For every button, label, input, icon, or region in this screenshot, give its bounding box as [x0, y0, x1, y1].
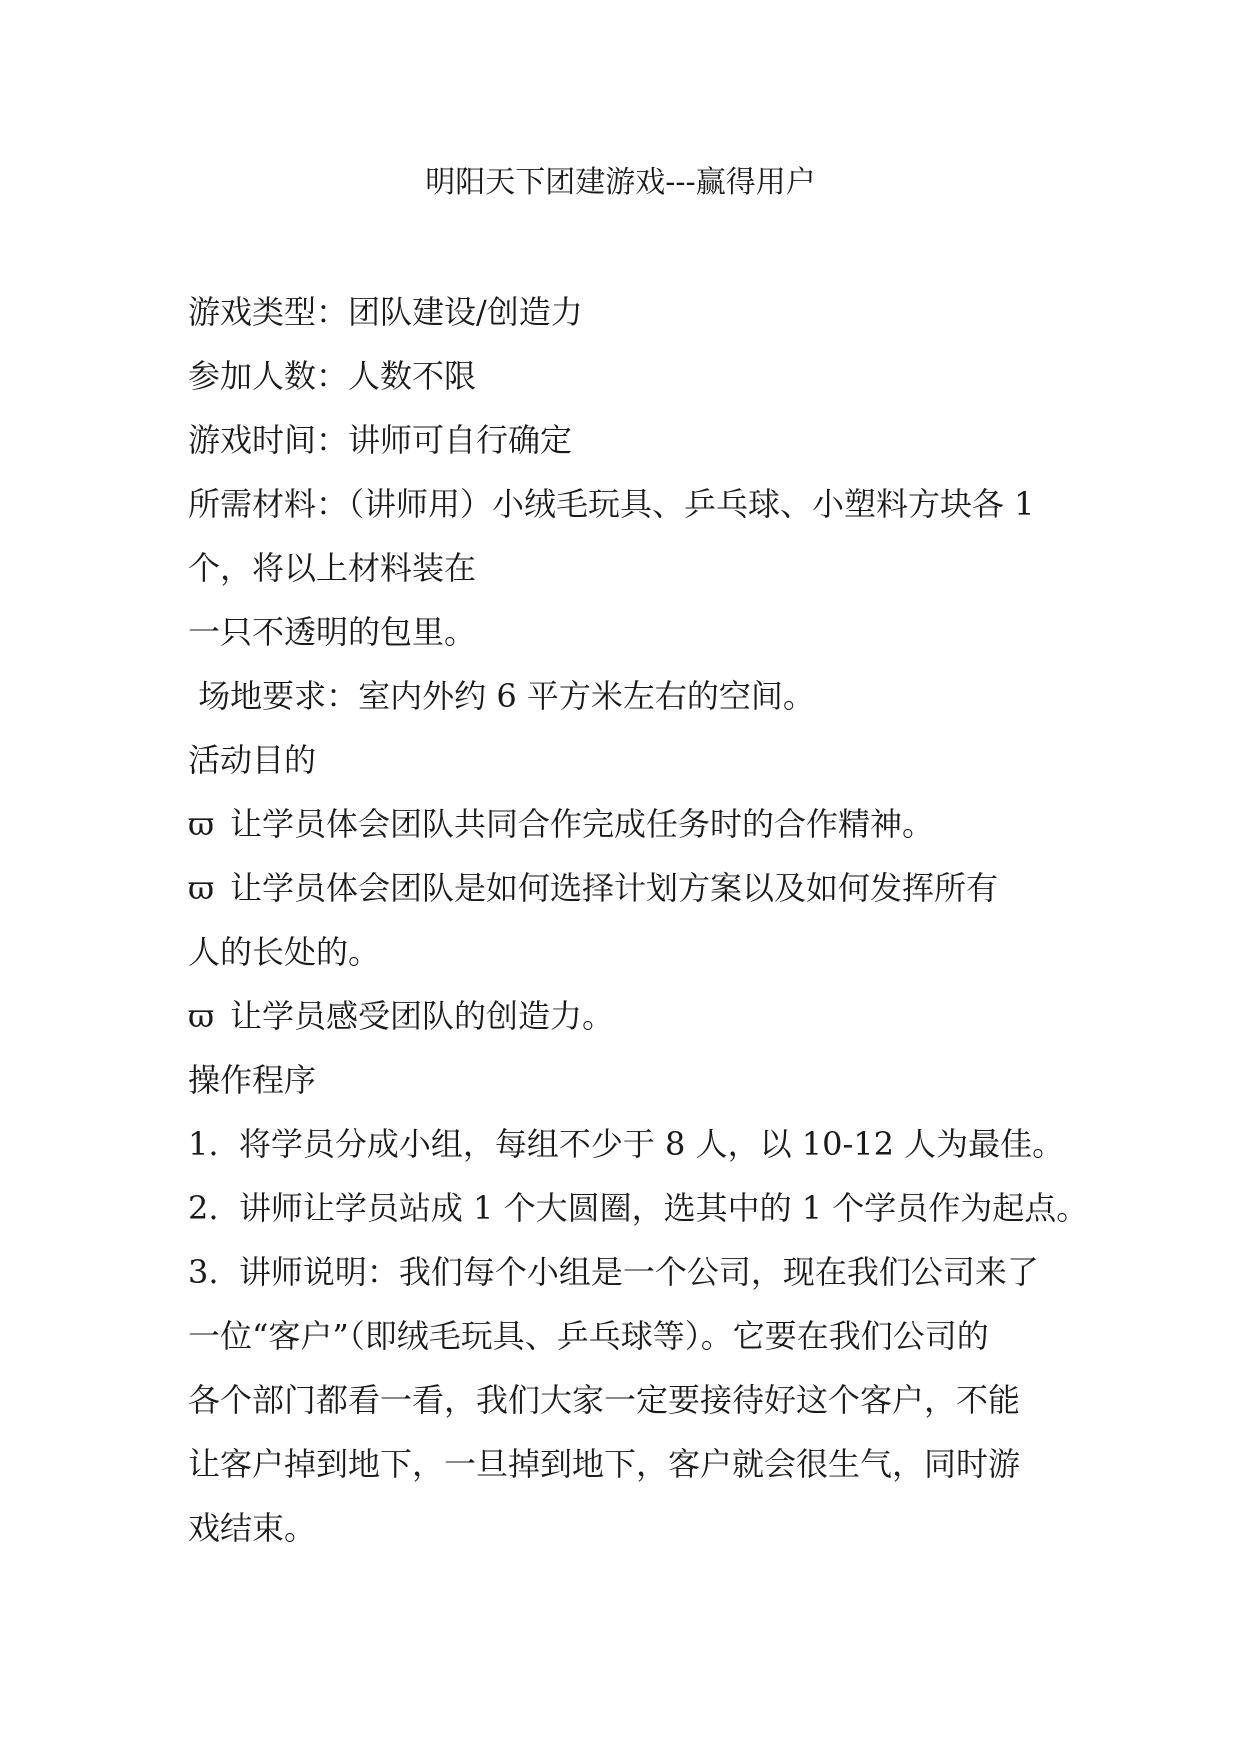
procedure-step-3-continued: 戏结束。	[188, 1509, 317, 1547]
objective-text: 让学员体会团队共同合作完成任务时的合作精神。	[230, 805, 935, 843]
bullet-icon: ϖ	[188, 805, 215, 843]
procedure-step-3-continued: 一位“客户”（即绒毛玩具、乒乓球等）。它要在我们公司的	[188, 1317, 989, 1355]
procedure-step-3-continued: 让客户掉到地下，一旦掉到地下，客户就会很生气，同时游	[188, 1445, 1021, 1483]
procedure-heading: 操作程序	[188, 1061, 317, 1099]
bullet-icon: ϖ	[188, 869, 215, 907]
bullet-icon: ϖ	[188, 997, 215, 1035]
participants-line: 参加人数：人数不限	[188, 357, 477, 395]
game-type-line: 游戏类型：团队建设/创造力	[188, 293, 583, 331]
materials-line-2: 个，将以上材料装在	[188, 549, 477, 587]
document-title: 明阳天下团建游戏---赢得用户	[425, 165, 816, 200]
procedure-step-1: 1. 将学员分成小组，每组不少于 8 人，以 10-12 人为最佳。	[188, 1125, 1065, 1163]
objective-item	[188, 804, 934, 844]
objectives-heading: 活动目的	[188, 741, 317, 779]
objective-text: 让学员体会团队是如何选择计划方案以及如何发挥所有	[230, 869, 999, 907]
objective-text: 让学员感受团队的创造力。	[230, 997, 615, 1035]
objective-item	[188, 996, 614, 1036]
objective-item-continued: 人的长处的。	[188, 933, 381, 971]
materials-line-1: 所需材料：（讲师用）小绒毛玩具、乒乓球、小塑料方块各 1	[188, 485, 1035, 523]
venue-line: 场地要求：室内外约 6 平方米左右的空间。	[188, 677, 815, 715]
game-time-line: 游戏时间：讲师可自行确定	[188, 421, 573, 459]
procedure-step-3: 3. 讲师说明：我们每个小组是一个公司，现在我们公司来了	[188, 1253, 1039, 1291]
objective-item	[188, 868, 998, 908]
procedure-step-2: 2. 讲师让学员站成 1 个大圆圈，选其中的 1 个学员作为起点。	[188, 1189, 1089, 1227]
procedure-step-3-continued: 各个部门都看一看，我们大家一定要接待好这个客户，不能	[188, 1381, 1021, 1419]
materials-line-3: 一只不透明的包里。	[188, 613, 477, 651]
